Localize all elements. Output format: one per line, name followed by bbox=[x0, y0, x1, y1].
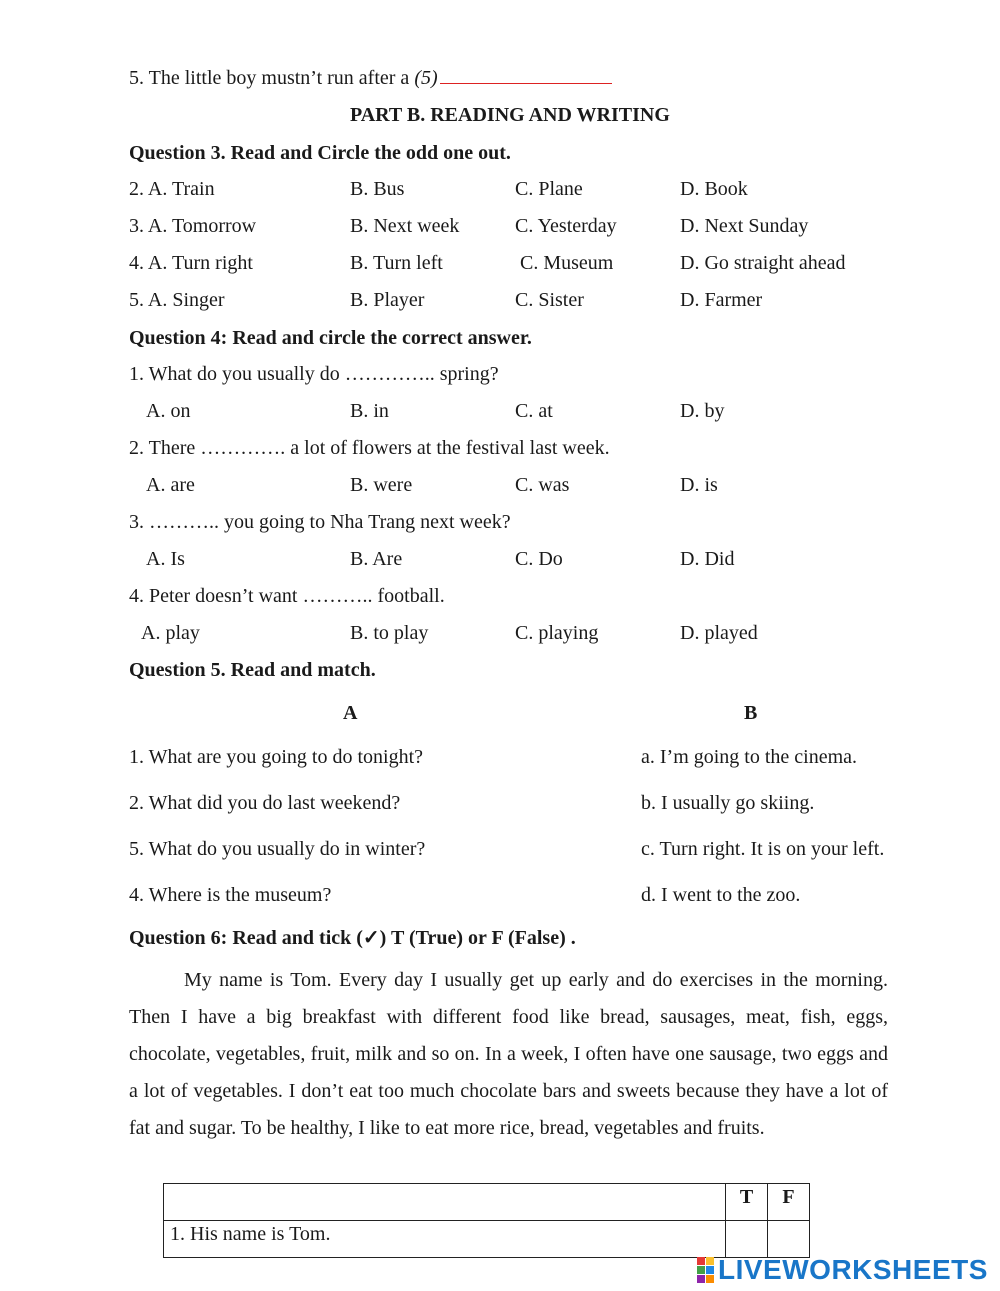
match-column-b-header: B bbox=[744, 702, 758, 724]
match-left-item[interactable]: 2. What did you do last weekend? bbox=[129, 792, 401, 814]
q3-option-a[interactable]: 2. A. Train bbox=[129, 178, 215, 200]
q4-stem: 2. There …………. a lot of flowers at the festival last week. bbox=[129, 437, 610, 459]
q3-option-a[interactable]: 5. A. Singer bbox=[129, 289, 225, 311]
q4-option-d[interactable]: D. played bbox=[680, 622, 758, 644]
q3-option-b[interactable]: B. Player bbox=[350, 289, 425, 311]
q4-option-c[interactable]: C. at bbox=[515, 400, 553, 422]
blank-marker: (5) bbox=[414, 67, 438, 89]
liveworksheets-logo bbox=[697, 1255, 988, 1285]
q4-stem: 3. ……….. you going to Nha Trang next week? bbox=[129, 511, 511, 533]
match-right-item[interactable]: d. I went to the zoo. bbox=[641, 884, 801, 906]
q4-option-d[interactable]: D. is bbox=[680, 474, 718, 496]
question-5-text: 5. The little boy mustn’t run after a bbox=[129, 67, 415, 89]
statement-header-cell bbox=[164, 1184, 726, 1221]
q3-option-a[interactable]: 3. A. Tomorrow bbox=[129, 215, 257, 237]
q4-option-a[interactable]: A. play bbox=[141, 622, 200, 644]
table-row bbox=[164, 1221, 810, 1258]
q4-stem: 4. Peter doesn’t want ……….. football. bbox=[129, 585, 445, 607]
q3-option-b[interactable]: B. Turn left bbox=[350, 252, 443, 274]
q4-option-b[interactable]: B. Are bbox=[350, 548, 403, 570]
q4-option-c[interactable]: C. playing bbox=[515, 622, 599, 644]
table-header-row bbox=[164, 1184, 810, 1221]
q4-option-d[interactable]: D. Did bbox=[680, 548, 735, 570]
q4-option-b[interactable]: B. were bbox=[350, 474, 413, 496]
q3-option-d[interactable]: D. Book bbox=[680, 178, 748, 200]
question-4-title: Question 4: Read and circle the correct answer. bbox=[129, 327, 532, 349]
q4-stem: 1. What do you usually do ………….. spring? bbox=[129, 363, 499, 385]
q3-option-d[interactable]: D. Farmer bbox=[680, 289, 763, 311]
match-left-item[interactable]: 4. Where is the museum? bbox=[129, 884, 332, 906]
q3-option-b[interactable]: B. Bus bbox=[350, 178, 405, 200]
match-right-item[interactable]: c. Turn right. It is on your left. bbox=[641, 838, 885, 860]
true-header: T bbox=[726, 1184, 768, 1221]
statement-cell: 1. His name is Tom. bbox=[164, 1221, 726, 1258]
true-false-table bbox=[163, 1183, 810, 1258]
question-5-title: Question 5. Read and match. bbox=[129, 659, 376, 681]
q4-option-a[interactable]: A. are bbox=[146, 474, 195, 496]
q3-option-b[interactable]: B. Next week bbox=[350, 215, 460, 237]
q3-option-c[interactable]: C. Sister bbox=[515, 289, 584, 311]
match-left-item[interactable]: 5. What do you usually do in winter? bbox=[129, 838, 426, 860]
match-left-item[interactable]: 1. What are you going to do tonight? bbox=[129, 746, 424, 768]
q3-option-c[interactable]: C. Plane bbox=[515, 178, 583, 200]
q3-option-a[interactable]: 4. A. Turn right bbox=[129, 252, 253, 274]
true-tick-cell[interactable] bbox=[726, 1221, 768, 1258]
question-3-title: Question 3. Read and Circle the odd one out. bbox=[129, 142, 511, 164]
false-tick-cell[interactable] bbox=[768, 1221, 810, 1258]
match-right-item[interactable]: a. I’m going to the cinema. bbox=[641, 746, 858, 768]
match-column-a-header: A bbox=[343, 702, 358, 724]
logo-text: LIVEWORKSHEETS bbox=[718, 1254, 988, 1285]
part-b-title: PART B. READING AND WRITING bbox=[350, 104, 670, 126]
q4-option-c[interactable]: C. was bbox=[515, 474, 570, 496]
q4-option-a[interactable]: A. on bbox=[146, 400, 191, 422]
answer-blank[interactable] bbox=[440, 65, 612, 84]
question-5-fill-line bbox=[129, 65, 612, 90]
false-header: F bbox=[768, 1184, 810, 1221]
q4-option-b[interactable]: B. to play bbox=[350, 622, 429, 644]
question-6-title: Question 6: Read and tick (✓) T (True) or F (False) . bbox=[129, 927, 576, 949]
reading-passage: My name is Tom. Every day I usually get up early and do exercises in the morning. Then I have a big breakfast with different food like bread, sausages, meat, fish, eggs, chocolate, vegetables, fruit, milk and so on. In a week, I often have one sausage, two eggs and a lot of vegetables. I don’t eat too much chocolate bars and sweets because they have a lot of fat and sugar. To be healthy, I like to eat more rice, bread, vegetables and fruits. bbox=[129, 969, 888, 1139]
q4-option-c[interactable]: C. Do bbox=[515, 548, 563, 570]
q3-option-d[interactable]: D. Go straight ahead bbox=[680, 252, 846, 274]
q4-option-a[interactable]: A. Is bbox=[146, 548, 185, 570]
q4-option-d[interactable]: D. by bbox=[680, 400, 725, 422]
match-right-item[interactable]: b. I usually go skiing. bbox=[641, 792, 815, 814]
q3-option-d[interactable]: D. Next Sunday bbox=[680, 215, 809, 237]
q3-option-c[interactable]: C. Museum bbox=[520, 252, 614, 274]
q4-option-b[interactable]: B. in bbox=[350, 400, 389, 422]
logo-mark-icon bbox=[697, 1257, 714, 1283]
q3-option-c[interactable]: C. Yesterday bbox=[515, 215, 617, 237]
